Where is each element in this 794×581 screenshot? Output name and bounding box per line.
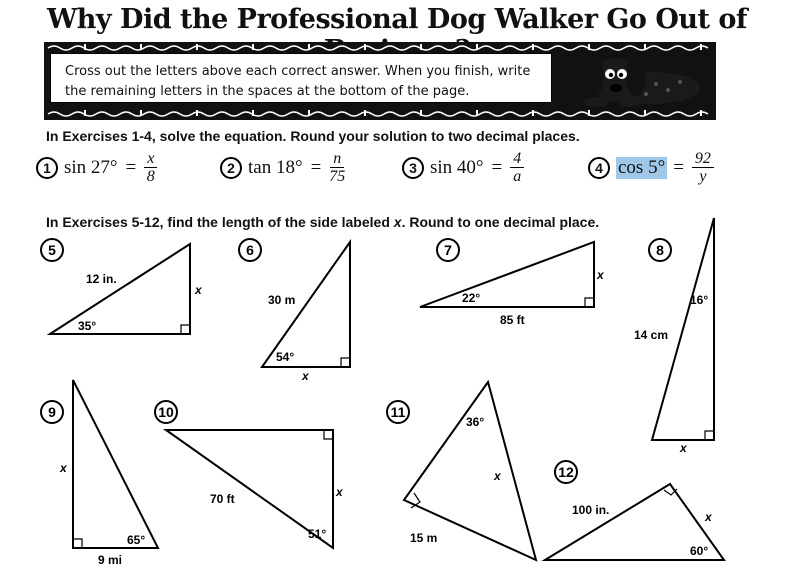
label-7-angle: 22° (462, 291, 481, 305)
label-6-hyp: 30 m (268, 293, 296, 307)
exercise-number: 2 (220, 157, 242, 179)
label-9-base: 9 mi (98, 553, 123, 567)
label-12-hyp: 100 in. (572, 503, 610, 517)
section-heading-1: In Exercises 1-4, solve the equation. Round your solution to two decimal places. (46, 128, 580, 144)
label-10-hyp: 70 ft (210, 492, 235, 506)
denominator: 75 (329, 168, 346, 185)
exercise-number: 3 (402, 157, 424, 179)
equals-sign: = (491, 156, 503, 178)
label-9-x: x (60, 461, 67, 475)
label-11-x: x (494, 469, 501, 483)
label-8-angle: 16° (690, 293, 709, 307)
instruction-line-2: the remaining letters in the spaces at the bottom of the page. (65, 84, 470, 99)
numerator: n (330, 150, 344, 168)
exercise-number: 4 (588, 157, 610, 179)
equals-sign: = (125, 156, 137, 178)
triangle-5 (50, 244, 190, 334)
label-7-x: x (597, 268, 604, 282)
denominator: 8 (146, 168, 155, 185)
equals-sign: = (673, 156, 684, 178)
equation-lhs: sin 27° (64, 156, 118, 178)
figure-number-11: 11 (390, 404, 406, 420)
denominator: a (513, 168, 522, 185)
figure-number-10: 10 (158, 404, 174, 420)
equals-sign: = (310, 156, 322, 178)
label-6-angle: 54° (276, 350, 295, 364)
section2-text-b: . Round to one decimal place. (401, 214, 600, 230)
label-11-side: 15 m (410, 531, 438, 545)
figure-number-5: 5 (48, 242, 56, 258)
label-11-angle: 36° (466, 415, 485, 429)
label-5-x: x (195, 283, 202, 297)
page-title: Why Did the Professional Dog Walker Go Out of (46, 4, 747, 35)
denominator: y (699, 168, 707, 185)
label-10-angle: 51° (308, 527, 327, 541)
label-8-x: x (680, 441, 687, 455)
numerator: x (144, 150, 157, 168)
figure-number-8: 8 (656, 242, 664, 258)
label-10-x: x (336, 485, 343, 499)
section2-text-a: In Exercises 5-12, find the length of the side labeled (46, 214, 394, 230)
label-6-x: x (302, 369, 309, 383)
figure-number-9: 9 (48, 404, 56, 420)
label-12-x: x (705, 510, 712, 524)
label-12-angle: 60° (690, 544, 709, 558)
numerator: 92 (692, 150, 714, 168)
exercise-number: 1 (36, 157, 58, 179)
numerator: 4 (510, 150, 524, 168)
label-5-angle: 35° (78, 319, 97, 333)
equation-lhs: sin 40° (430, 156, 484, 178)
section2-variable: x (393, 214, 402, 230)
figure-number-6: 6 (246, 242, 254, 258)
instruction-line-1: Cross out the letters above each correct answer. When you finish, write (65, 64, 531, 79)
figure-number-7: 7 (444, 242, 452, 258)
label-9-angle: 65° (127, 533, 146, 547)
label-8-hyp: 14 cm (634, 328, 669, 342)
equation-lhs: tan 18° (248, 156, 303, 178)
label-7-base: 85 ft (500, 313, 525, 327)
equation-lhs-highlighted: cos 5° (618, 156, 666, 178)
label-5-hyp: 12 in. (86, 272, 117, 286)
figure-number-12: 12 (558, 464, 574, 480)
triangle-9 (73, 380, 158, 548)
